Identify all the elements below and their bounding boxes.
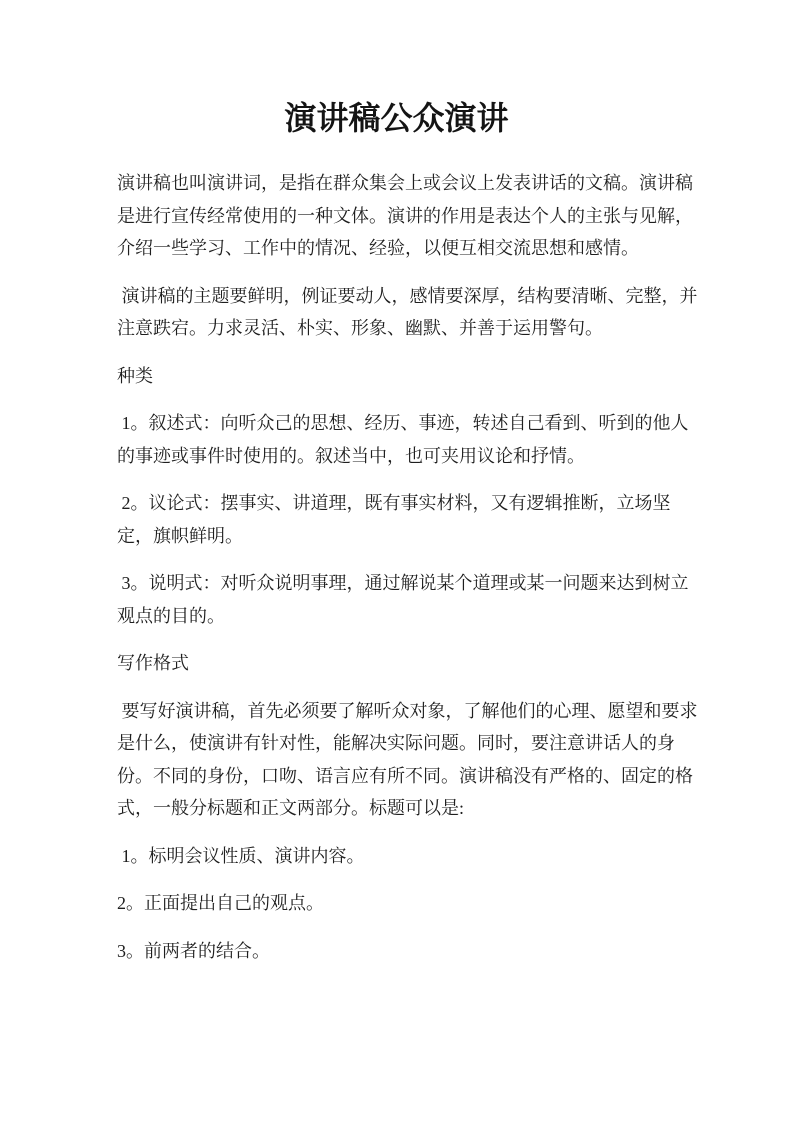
list-item-explanatory-style: 3。说明式：对听众说明事理，通过解说某个道理或某一问题来达到树立观点的目的。 (117, 573, 689, 626)
paragraph-writing-guidance: 要写好演讲稿，首先必须要了解听众对象，了解他们的心理、愿望和要求是什么，使演讲有针对性，能解决实际问题。同时，要注意讲话人的身份。不同的身份，口吻、语言应有所不同。演讲稿没有严格的、固定的格式，一般分标题和正文两部分。标题可以是: (117, 700, 698, 818)
heading-types: 种类 (117, 365, 153, 386)
paragraph-intro: 演讲稿也叫演讲词，是指在群众集会上或会议上发表讲话的文稿。演讲稿是进行宣传经常使用的一种文体。演讲的作用是表达个人的主张与见解，介绍一些学习、工作中的情况、经验，以便互相交流思想和感情。 (117, 173, 693, 258)
list-item-title-option-3: 3。前两者的结合。 (117, 940, 270, 961)
list-item-argumentative-style: 2。议论式：摆事实、讲道理，既有事实材料，又有逻辑推断，立场坚定，旗帜鲜明。 (117, 493, 671, 546)
list-item-title-option-1: 1。标明会议性质、演讲内容。 (117, 845, 365, 866)
document-title: 演讲稿公众演讲 (284, 100, 509, 136)
list-item-narrative-style: 1。叙述式：向听众己的思想、经历、事迹，转述自己看到、听到的他人的事迹或事件时使用的。叙述当中，也可夹用议论和抒情。 (117, 413, 689, 466)
paragraph-requirements: 演讲稿的主题要鲜明，例证要动人，感情要深厚，结构要清晰、完整，并注意跌宕。力求灵活、朴实、形象、幽默、并善于运用警句。 (117, 285, 698, 338)
list-item-title-option-2: 2。正面提出自己的观点。 (117, 893, 324, 913)
heading-writing-format: 写作格式 (117, 653, 189, 673)
